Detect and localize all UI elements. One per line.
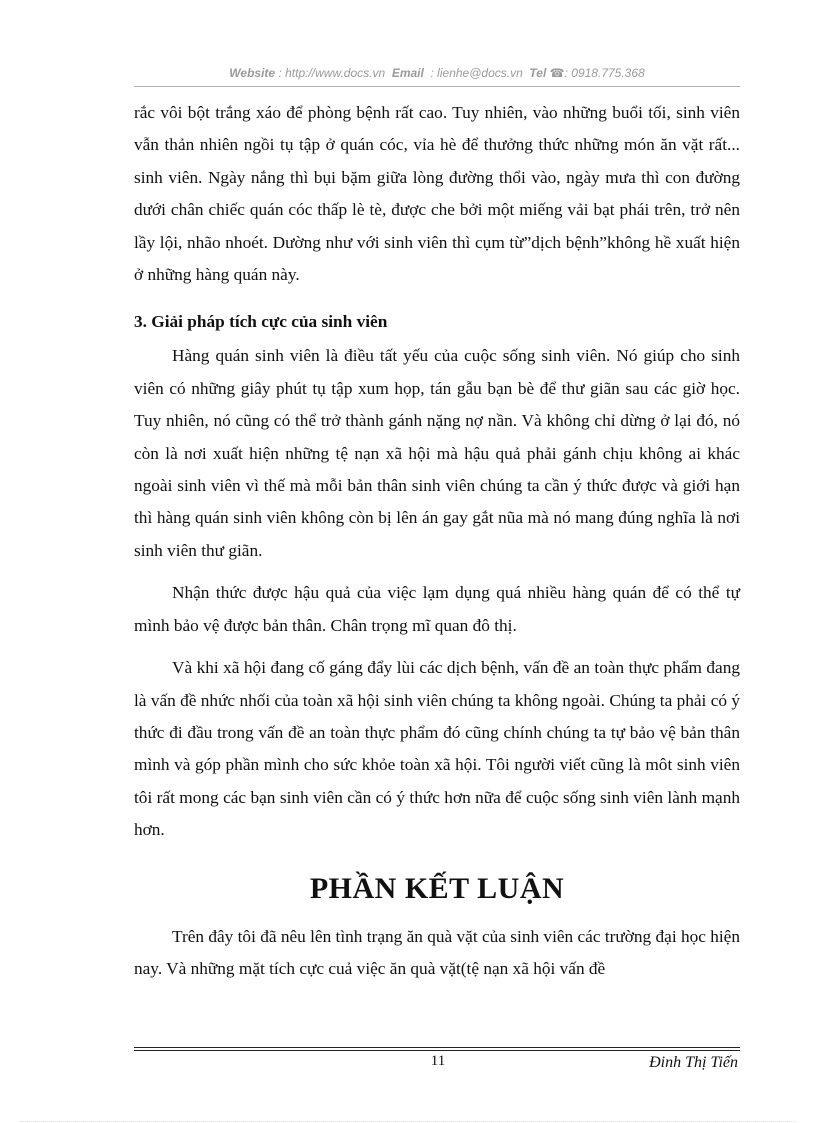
footer-divider-top (134, 1047, 740, 1048)
section-heading-3: 3. Giải pháp tích cực của sinh viên (134, 312, 388, 332)
page-header (134, 66, 740, 80)
paragraph-3: Nhận thức được hậu quả của việc lạm dụng quá nhiều hàng quán để có thể tự mình bảo vệ được bản thân. Chân trọng mĩ quan đô thị. (134, 583, 740, 635)
website-label: Website (229, 66, 276, 80)
tel-value: ☎: 0918.775.368 (549, 66, 645, 80)
website-value: : http://www.docs.vn (278, 66, 386, 80)
document-body (134, 97, 740, 985)
paragraph-1: rắc vôi bột trắng xáo để phòng bệnh rất cao. Tuy nhiên, vào những buổi tối, sinh viên vẫn thản nhiên ngồi tụ tập ở quán cóc, vỉa hè để thưởng thức những món ăn vặt rất... sinh viên. Ngày nắng thì bụi bặm giữa lòng đường thổi vào, ngày mưa thì con đường dưới chân chiếc quán cóc thấp lè tè, được che bởi một miếng vải bạt phái trên, trở nên lầy lội, nhão nhoét. Dường như với sinh viên thì cụm từ”dịch bệnh”không hề xuất hiện ở những hàng quán này. (134, 103, 740, 285)
paragraph-5: Trên đây tôi đã nêu lên tình trạng ăn quà vặt của sinh viên các trường đại học hiện nay. Và những mặt tích cực cuả việc ăn quà vặt(tệ nạn xã hội vấn đề (134, 926, 740, 978)
footer-divider-bottom (134, 1050, 740, 1051)
footer-author: Đinh Thị Tiến (649, 1054, 738, 1071)
part-title: PHẦN KẾT LUẬN (309, 871, 565, 905)
email-label: Email (391, 66, 424, 80)
page-number: 11 (430, 1053, 446, 1069)
header-divider (134, 86, 740, 87)
paragraph-4: Và khi xã hội đang cố gáng đẩy lùi các dịch bệnh, vấn đề an toàn thực phẩm đang là vấn đề nhức nhối của toàn xã hội sinh viên chúng ta không ngoài. Chúng ta phải có ý thức đi đầu trong vấn đề an toàn thực phẩm đó cũng chính chúng ta tự bảo vệ bản thân mình và góp phần mình cho sức khỏe toàn xã hội. Tôi người viết cũng là môt sinh viên tôi rất mong các bạn sinh viên cần có ý thức hơn nữa để cuộc sống sinh viên lành mạnh hơn. (134, 658, 740, 840)
page-edge-dotted-line (20, 1121, 796, 1122)
email-value: : lienhe@docs.vn (430, 66, 523, 80)
tel-label: Tel (529, 66, 547, 80)
paragraph-2: Hàng quán sinh viên là điều tất yếu của cuộc sống sinh viên. Nó giúp cho sinh viên có những giây phút tụ tập xum họp, tán gẫu bạn bè để thư giãn sau các giờ học. Tuy nhiên, nó cũng có thể trở thành gánh nặng nợ nần. Và không chỉ dừng ở lại đó, nó còn là nơi xuất hiện những tệ nạn xã hội mà hậu quả phải gánh chịu không ai khác ngoài sinh viên vì thế mà mỗi bản thân sinh viên chúng ta cần ý thức được và giới hạn thì hàng quán sinh viên không còn bị lên án gay gắt nũa mà nó mang đúng nghĩa là nơi sinh viên thư giãn. (134, 346, 740, 560)
